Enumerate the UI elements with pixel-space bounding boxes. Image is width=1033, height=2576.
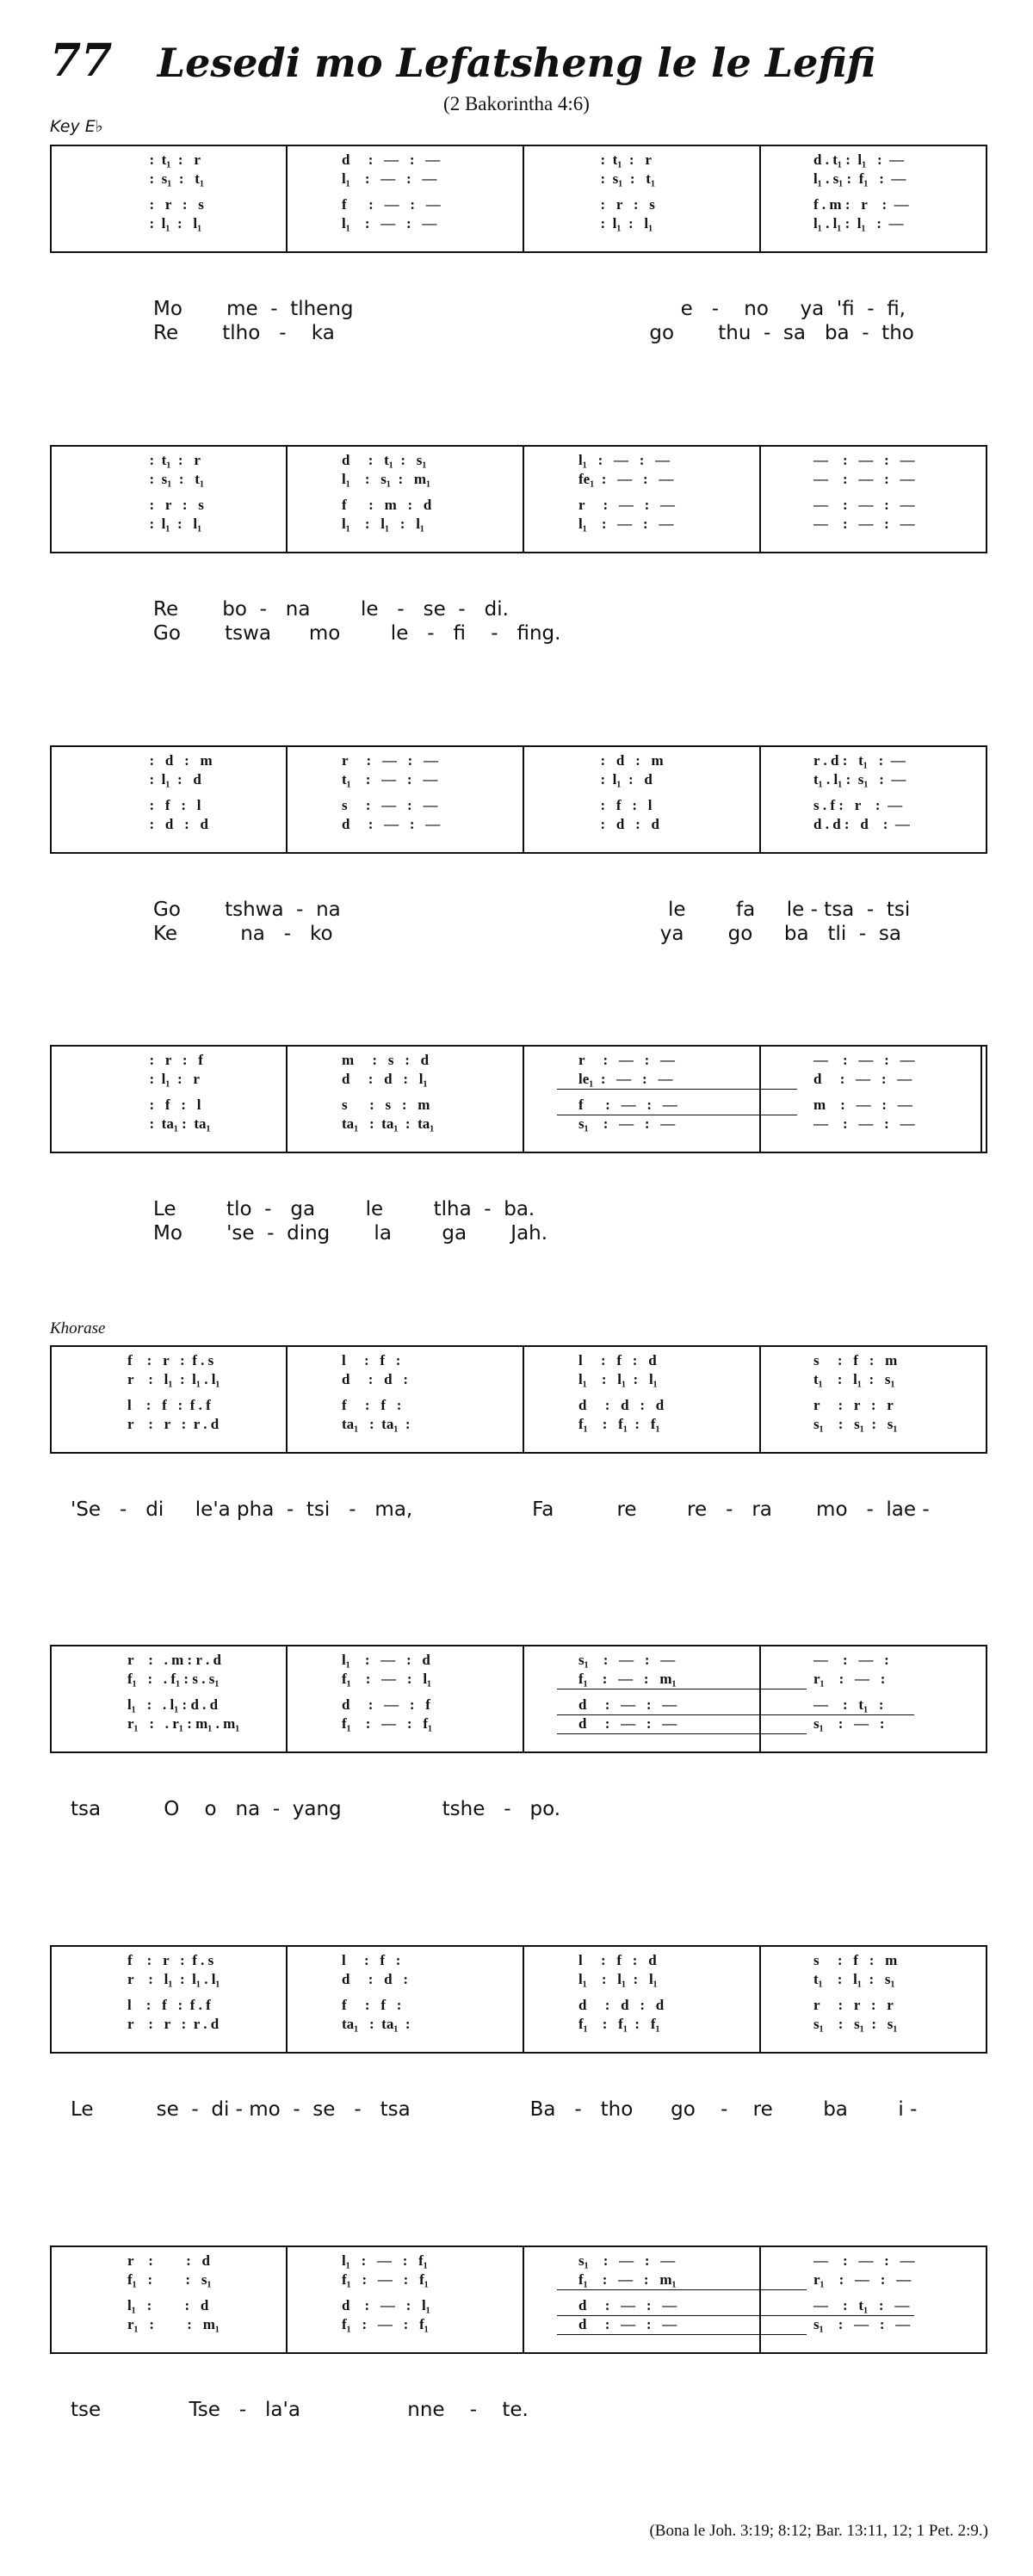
note-row: d : t₁ : s₁ — [342, 452, 427, 468]
note-row: r : r : r — [813, 1397, 894, 1413]
note-row: l : f : d — [578, 1352, 657, 1368]
lyric-line: Le tlo - ga le tlha - ba. — [153, 1198, 535, 1220]
note-row: l₁ : — : — — [342, 215, 437, 232]
note-row: : f : l — [127, 797, 201, 813]
note-row: l : f : — [342, 1952, 401, 1968]
note-row: f₁ : . f₁ : s . s₁ — [127, 1671, 220, 1687]
note-row: l : f : f . f — [127, 1997, 211, 2013]
hymn-title: Lesedi mo Lefatsheng le le Lefifi — [157, 40, 876, 86]
note-row: f : f : — [342, 1997, 402, 2013]
note-row: s : s : m — [342, 1096, 430, 1113]
references-footer: (Bona le Joh. 3:19; 8:12; Bar. 13:11, 12; 1 Pet. 2:9.) — [649, 2522, 988, 2540]
note-row: s₁ : s₁ : s₁ — [813, 2016, 898, 2032]
note-row: : f : l — [578, 797, 653, 813]
note-row: f₁ : f₁ : f₁ — [578, 1416, 660, 1432]
note-row: l₁ . s₁ : f₁ : — — [813, 170, 906, 187]
note-row: f₁ : : s₁ — [127, 2271, 212, 2288]
note-row: : r : s — [127, 196, 204, 213]
note-row: l₁ : : d — [127, 2297, 209, 2313]
note-row: — : — : — — [813, 1052, 915, 1068]
note-row: d : d : — [342, 1371, 408, 1387]
note-row: : r : s — [127, 497, 204, 513]
note-row: fe₁ : — : — — [578, 471, 674, 487]
note-row: l₁ : — : — — [342, 170, 437, 187]
lyric-line: Mo 'se - ding la ga Jah. — [153, 1222, 548, 1245]
note-row: r : : d — [127, 2252, 211, 2269]
note-row: l₁ : l₁ : l₁ — [578, 1371, 658, 1387]
score-system — [50, 745, 987, 854]
note-row: r : — : — — [578, 1052, 676, 1068]
note-row: d . d : d : — — [813, 816, 910, 832]
note-row: : t₁ : r — [127, 151, 201, 168]
note-row: f : m : d — [342, 497, 432, 513]
note-row: : r : f — [127, 1052, 203, 1068]
note-row: f₁ : — : l₁ — [342, 1671, 432, 1687]
tie-line — [557, 2334, 807, 2335]
note-row: r : r : r — [813, 1997, 894, 2013]
note-row: l₁ : l₁ : l₁ — [342, 516, 425, 532]
tie-line — [557, 1689, 807, 1690]
note-row: d : — : — — [578, 2316, 677, 2332]
note-row: d : — : — — [578, 1715, 677, 1732]
note-row: : l₁ : l₁ — [127, 215, 202, 232]
note-row: r₁ : — : — — [813, 2271, 912, 2288]
note-row: : t₁ : r — [127, 452, 201, 468]
note-row: t₁ : l₁ : s₁ — [813, 1971, 895, 1987]
note-row: l₁ : s₁ : m₁ — [342, 471, 431, 487]
lyric-line: tsa O o na - yang tshe - po. — [71, 1798, 561, 1820]
note-row: — : — : — — [813, 471, 915, 487]
note-row: : l₁ : r — [127, 1071, 200, 1087]
lyric-line: tse Tse - la'a nne - te. — [71, 2399, 529, 2421]
scripture-reference: (2 Bakorintha 4:6) — [443, 93, 590, 114]
note-row: t₁ : — : — — [342, 771, 438, 788]
note-row: f₁ : — : f₁ — [342, 2271, 429, 2288]
note-row: : d : m — [578, 752, 664, 769]
note-row: l₁ : — : d — [342, 1652, 430, 1668]
note-row: — : — : — — [813, 497, 915, 513]
note-row: d : — : l₁ — [342, 2297, 430, 2313]
note-row: l : f : d — [578, 1952, 657, 1968]
note-row: l₁ : — : — — [578, 452, 671, 468]
note-row: : d : m — [127, 752, 213, 769]
score-system — [50, 445, 987, 553]
note-row: — : — : — [813, 1652, 889, 1668]
note-row: d : d : d — [578, 1397, 665, 1413]
note-row: d : d : l₁ — [342, 1071, 428, 1087]
note-row: — : — : — — [813, 452, 915, 468]
note-row: f : r : f . s — [127, 1952, 214, 1968]
tie-line — [557, 1089, 797, 1090]
note-row: r : . m : r . d — [127, 1652, 221, 1668]
note-row: : r : s — [578, 196, 655, 213]
note-row: d : — : — — [342, 151, 441, 168]
score-system — [50, 2246, 987, 2354]
note-row: r : r : r . d — [127, 1416, 220, 1432]
note-row: m : — : — — [813, 1096, 912, 1113]
note-row: l₁ : — : f₁ — [342, 2252, 428, 2269]
note-row: : f : l — [127, 1096, 201, 1113]
note-row: t₁ : l₁ : s₁ — [813, 1371, 895, 1387]
note-row: : l₁ : d — [578, 771, 653, 788]
tie-line — [557, 2289, 807, 2290]
tie-line — [557, 2315, 914, 2316]
score-system — [50, 1345, 987, 1454]
note-row: r₁ : : m₁ — [127, 2316, 220, 2332]
note-row: l : f : — [342, 1352, 401, 1368]
note-row: f₁ : — : m₁ — [578, 2271, 677, 2288]
note-row: l₁ : — : — — [578, 516, 674, 532]
note-row: s : f : m — [813, 1352, 898, 1368]
score-system — [50, 145, 987, 253]
note-row: d : d : d — [578, 1997, 665, 2013]
note-row: f₁ : — : f₁ — [342, 2316, 429, 2332]
note-row: : s₁ : t₁ — [127, 471, 205, 487]
note-row: : d : d — [127, 816, 208, 832]
key-signature: Key E♭ — [50, 117, 103, 136]
note-row: — : — : — — [813, 1115, 915, 1132]
score-system — [50, 1945, 987, 2054]
note-row: r₁ : — : — [813, 1671, 886, 1687]
lyric-line: Re bo - na le - se - di. — [153, 598, 509, 621]
note-row: d : — : — — [578, 1696, 677, 1713]
note-row: d : — : — — [578, 2297, 677, 2313]
note-row: s₁ : — : — — [578, 2252, 676, 2269]
note-row: f : — : — — [578, 1096, 677, 1113]
note-row: f . m : r : — — [813, 196, 909, 213]
note-row: : l₁ : l₁ — [578, 215, 653, 232]
lyric-line: Re tlho - ka go thu - sa ba - tho — [153, 322, 914, 344]
note-row: f : f : — [342, 1397, 402, 1413]
note-row: t₁ . l₁ : s₁ : — — [813, 771, 906, 788]
note-row: f : — : — — [342, 196, 441, 213]
note-row: r : — : — — [578, 497, 676, 513]
note-row: r : r : r . d — [127, 2016, 220, 2032]
note-row: f₁ : f₁ : f₁ — [578, 2016, 660, 2032]
note-row: r : l₁ : l₁ . l₁ — [127, 1971, 220, 1987]
note-row: : t₁ : r — [578, 151, 652, 168]
note-row: : l₁ : d — [127, 771, 201, 788]
note-row: s₁ : — : — [813, 1715, 885, 1732]
note-row: r : — : — — [342, 752, 439, 769]
note-row: : ta₁ : ta₁ — [127, 1115, 211, 1132]
chorus-label: Khorase — [50, 1319, 106, 1337]
note-row: ta₁ : ta₁ : ta₁ — [342, 1115, 435, 1132]
note-row: d . t₁ : l₁ : — — [813, 151, 905, 168]
note-row: — : t₁ : — [813, 1696, 884, 1713]
note-row: s . f : r : — — [813, 797, 903, 813]
note-row: f₁ : — : f₁ — [342, 1715, 433, 1732]
note-row: m : s : d — [342, 1052, 430, 1068]
note-row: d : — : — — [342, 816, 441, 832]
tie-line — [557, 1733, 807, 1734]
note-row: ta₁ : ta₁ : — [342, 1416, 411, 1432]
note-row: l₁ . l₁ : l₁ : — — [813, 215, 904, 232]
note-row: f₁ : — : m₁ — [578, 1671, 677, 1687]
note-row: r . d : t₁ : — — [813, 752, 906, 769]
note-row: s₁ : — : — — [578, 1652, 676, 1668]
note-row: r : l₁ : l₁ . l₁ — [127, 1371, 220, 1387]
score-system — [50, 1045, 987, 1153]
note-row: — : t₁ : — — [813, 2297, 910, 2313]
note-row: s₁ : — : — — [578, 1115, 676, 1132]
note-row: r₁ : . r₁ : m₁ . m₁ — [127, 1715, 240, 1732]
note-row: s₁ : s₁ : s₁ — [813, 1416, 898, 1432]
note-row: : s₁ : t₁ — [578, 170, 656, 187]
note-row: d : d : — [342, 1971, 408, 1987]
note-row: l₁ : l₁ : l₁ — [578, 1971, 658, 1987]
note-row: d : — : f — [342, 1696, 430, 1713]
tie-line — [557, 1714, 914, 1715]
note-row: l₁ : . l₁ : d . d — [127, 1696, 219, 1713]
score-system — [50, 1645, 987, 1753]
note-row: ta₁ : ta₁ : — [342, 2016, 411, 2032]
hymn-number: 77 — [50, 34, 113, 87]
note-row: : s₁ : t₁ — [127, 170, 205, 187]
note-row: s₁ : — : — — [813, 2316, 911, 2332]
note-row: l : f : f . f — [127, 1397, 211, 1413]
note-row: : l₁ : l₁ — [127, 516, 202, 532]
note-row: : d : d — [578, 816, 659, 832]
lyric-line: Le se - di - mo - se - tsa Ba - tho go - re ba i - — [71, 2098, 918, 2121]
note-row: f : r : f . s — [127, 1352, 214, 1368]
note-row: — : — : — — [813, 2252, 915, 2269]
note-row: d : — : — — [813, 1071, 912, 1087]
lyric-line: Go tswa mo le - fi - fing. — [153, 622, 561, 645]
note-row: le₁ : — : — — [578, 1071, 673, 1087]
note-row: s : — : — — [342, 797, 438, 813]
lyric-line: 'Se - di le'a pha - tsi - ma, Fa re re - ra mo - lae - — [71, 1498, 930, 1521]
note-row: — : — : — — [813, 516, 915, 532]
lyric-line: Ke na - ko ya go ba tli - sa — [153, 923, 901, 945]
lyric-line: Go tshwa - na le fa le - tsa - tsi — [153, 899, 911, 921]
lyric-line: Mo me - tlheng e - no ya 'fi - fi, — [153, 298, 906, 320]
note-row: s : f : m — [813, 1952, 898, 1968]
